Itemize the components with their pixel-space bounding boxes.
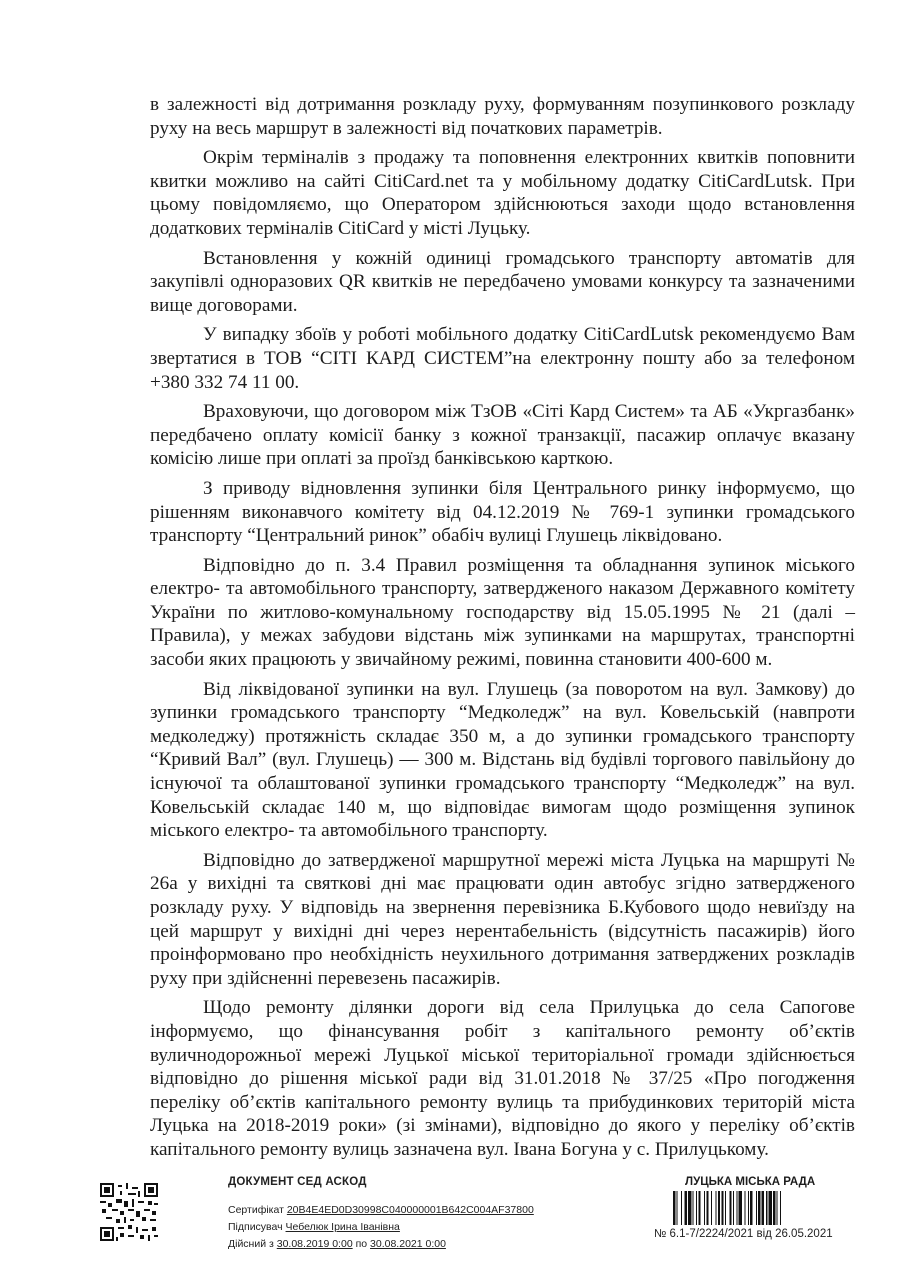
paragraph-10: Щодо ремонту ділянки дороги від села Прилуцька до села Сапогове інформуємо, що фінансування робіт з капітального ремонту об’єктів вуличнодорожньої мережі Луцької міської територіальної громади здійснюється відповідно до рішення міської ради від 31.01.2018 № 37/25 «Про погодження переліку об’єктів капітального ремонту вулиць та прибудинкових територій міста Луцька на 2018-2019 роки» (зі змінами), відповідно до якого у переліку об’єктів капітального ремонту вулиць зазначена вул. Івана Богуна у с. Прилуцькому. bbox=[150, 997, 855, 1160]
paragraph-1: в залежності від дотримання розкладу руху, формуванням позупинкового розкладу руху на весь маршрут в залежності від початкових параметрів. bbox=[150, 94, 855, 139]
paragraph-6: З приводу відновлення зупинки біля Центрального ринку інформуємо, що рішенням виконавчого комітету від 04.12.2019 № 769-1 зупинки громадського транспорту “Центральний ринок” обабіч вулиці Глушець ліквідовано. bbox=[150, 477, 855, 547]
paragraph-3: Встановлення у кожній одиниці громадського транспорту автоматів для закупівлі одноразових QR квитків не передбачено умовами конкурсу та зазначеними вище договорами. bbox=[150, 247, 855, 316]
validity-line bbox=[228, 1236, 534, 1253]
sed-title: ДОКУМЕНТ СЕД АСКОД bbox=[228, 1176, 367, 1188]
signer-label: Підписувач bbox=[228, 1221, 283, 1233]
valid-from-value: 30.08.2019 0:00 bbox=[276, 1238, 353, 1250]
valid-from-label: Дійсний з bbox=[228, 1238, 274, 1250]
paragraph-4: У випадку збоїв у роботі мобільного додатку CitiCardLutsk рекомендуємо Вам звертатися в ТОВ “СІТІ КАРД СИСТЕМ”на електронну пошту або за телефоном +380 332 74 11 00. bbox=[150, 324, 855, 393]
letter-body bbox=[150, 93, 855, 1166]
sed-signature-block bbox=[228, 1176, 534, 1253]
paragraph-5: Враховуючи, що договором між ТзОВ «Сіті Кард Систем» та АБ «Укргазбанк» передбачено оплату комісії банку з кожної транзакції, пасажир оплачує вказану комісію лише при оплаті за проїзд банківською карткою. bbox=[150, 401, 855, 470]
registration-number: № 6.1-7/2224/2021 від 26.05.2021 bbox=[654, 1228, 833, 1240]
valid-to-value: 30.08.2021 0:00 bbox=[370, 1238, 446, 1250]
signer-value: Чебелюк Ірина Іванівна bbox=[285, 1221, 400, 1233]
qr-code bbox=[100, 1183, 158, 1241]
certificate-value: 20B4E4ED0D30998C040000001B642C004AF37800 bbox=[286, 1204, 534, 1216]
paragraph-2: Окрім терміналів з продажу та поповнення електронних квитків поповнити квитки можливо на сайті CitiCard.net та у мобільному додатку CitiCardLutsk. При цьому повідомляємо, що Оператором здійснюються заходи щодо встановлення додаткових терміналів CitiCard у місті Луцьку. bbox=[150, 147, 855, 239]
valid-to-label: по bbox=[355, 1238, 368, 1250]
barcode bbox=[671, 1191, 836, 1225]
certificate-line bbox=[228, 1202, 534, 1219]
registration-stamp bbox=[683, 1176, 863, 1225]
org-name: ЛУЦЬКА МІСЬКА РАДА bbox=[685, 1176, 816, 1188]
certificate-label: Сертифікат bbox=[228, 1204, 284, 1216]
signer-line bbox=[228, 1219, 534, 1236]
paragraph-8: Від ліквідованої зупинки на вул. Глушець (за поворотом на вул. Замкову) до зупинки громадського транспорту “Медколедж” на вул. Ковельській (навпроти медколеджу) протяжність складає 350 м, а до зупинки громадського транспорту “Кривий Вал” (вул. Глушець) — 300 м. Відстань від будівлі торгового павільйону до існуючої та облаштованої зупинки громадського транспорту “Медколедж” на вул. Ковельській складає 140 м, що відповідає вимогам щодо розміщення зупинок міського електро- та автомобільного транспорту. bbox=[150, 678, 855, 842]
paragraph-7: Відповідно до п. 3.4 Правил розміщення та обладнання зупинок міського електро- та автомобільного транспорту, затвердженого наказом Державного комітету України по житлово-комунальному господарству від 15.05.1995 № 21 (далі –Правила), у межах забудови відстань між зупинками на маршрутах, транспортні засоби яких працюють у звичайному режимі, повинна становити 400-600 м. bbox=[150, 554, 855, 671]
paragraph-9: Відповідно до затвердженої маршрутної мережі міста Луцька на маршруті № 26а у вихідні та святкові дні має працювати один автобус згідно затвердженого розкладу руху. У відповідь на звернення перевізника Б.Кубового щодо невиїзду на цей маршрут у вихідні дні через нерентабельність (відсутність пасажирів) його проінформовано про необхідність неухильного дотримання затверджених розкладів руху при здійсненні перевезень пасажирів. bbox=[150, 849, 855, 989]
